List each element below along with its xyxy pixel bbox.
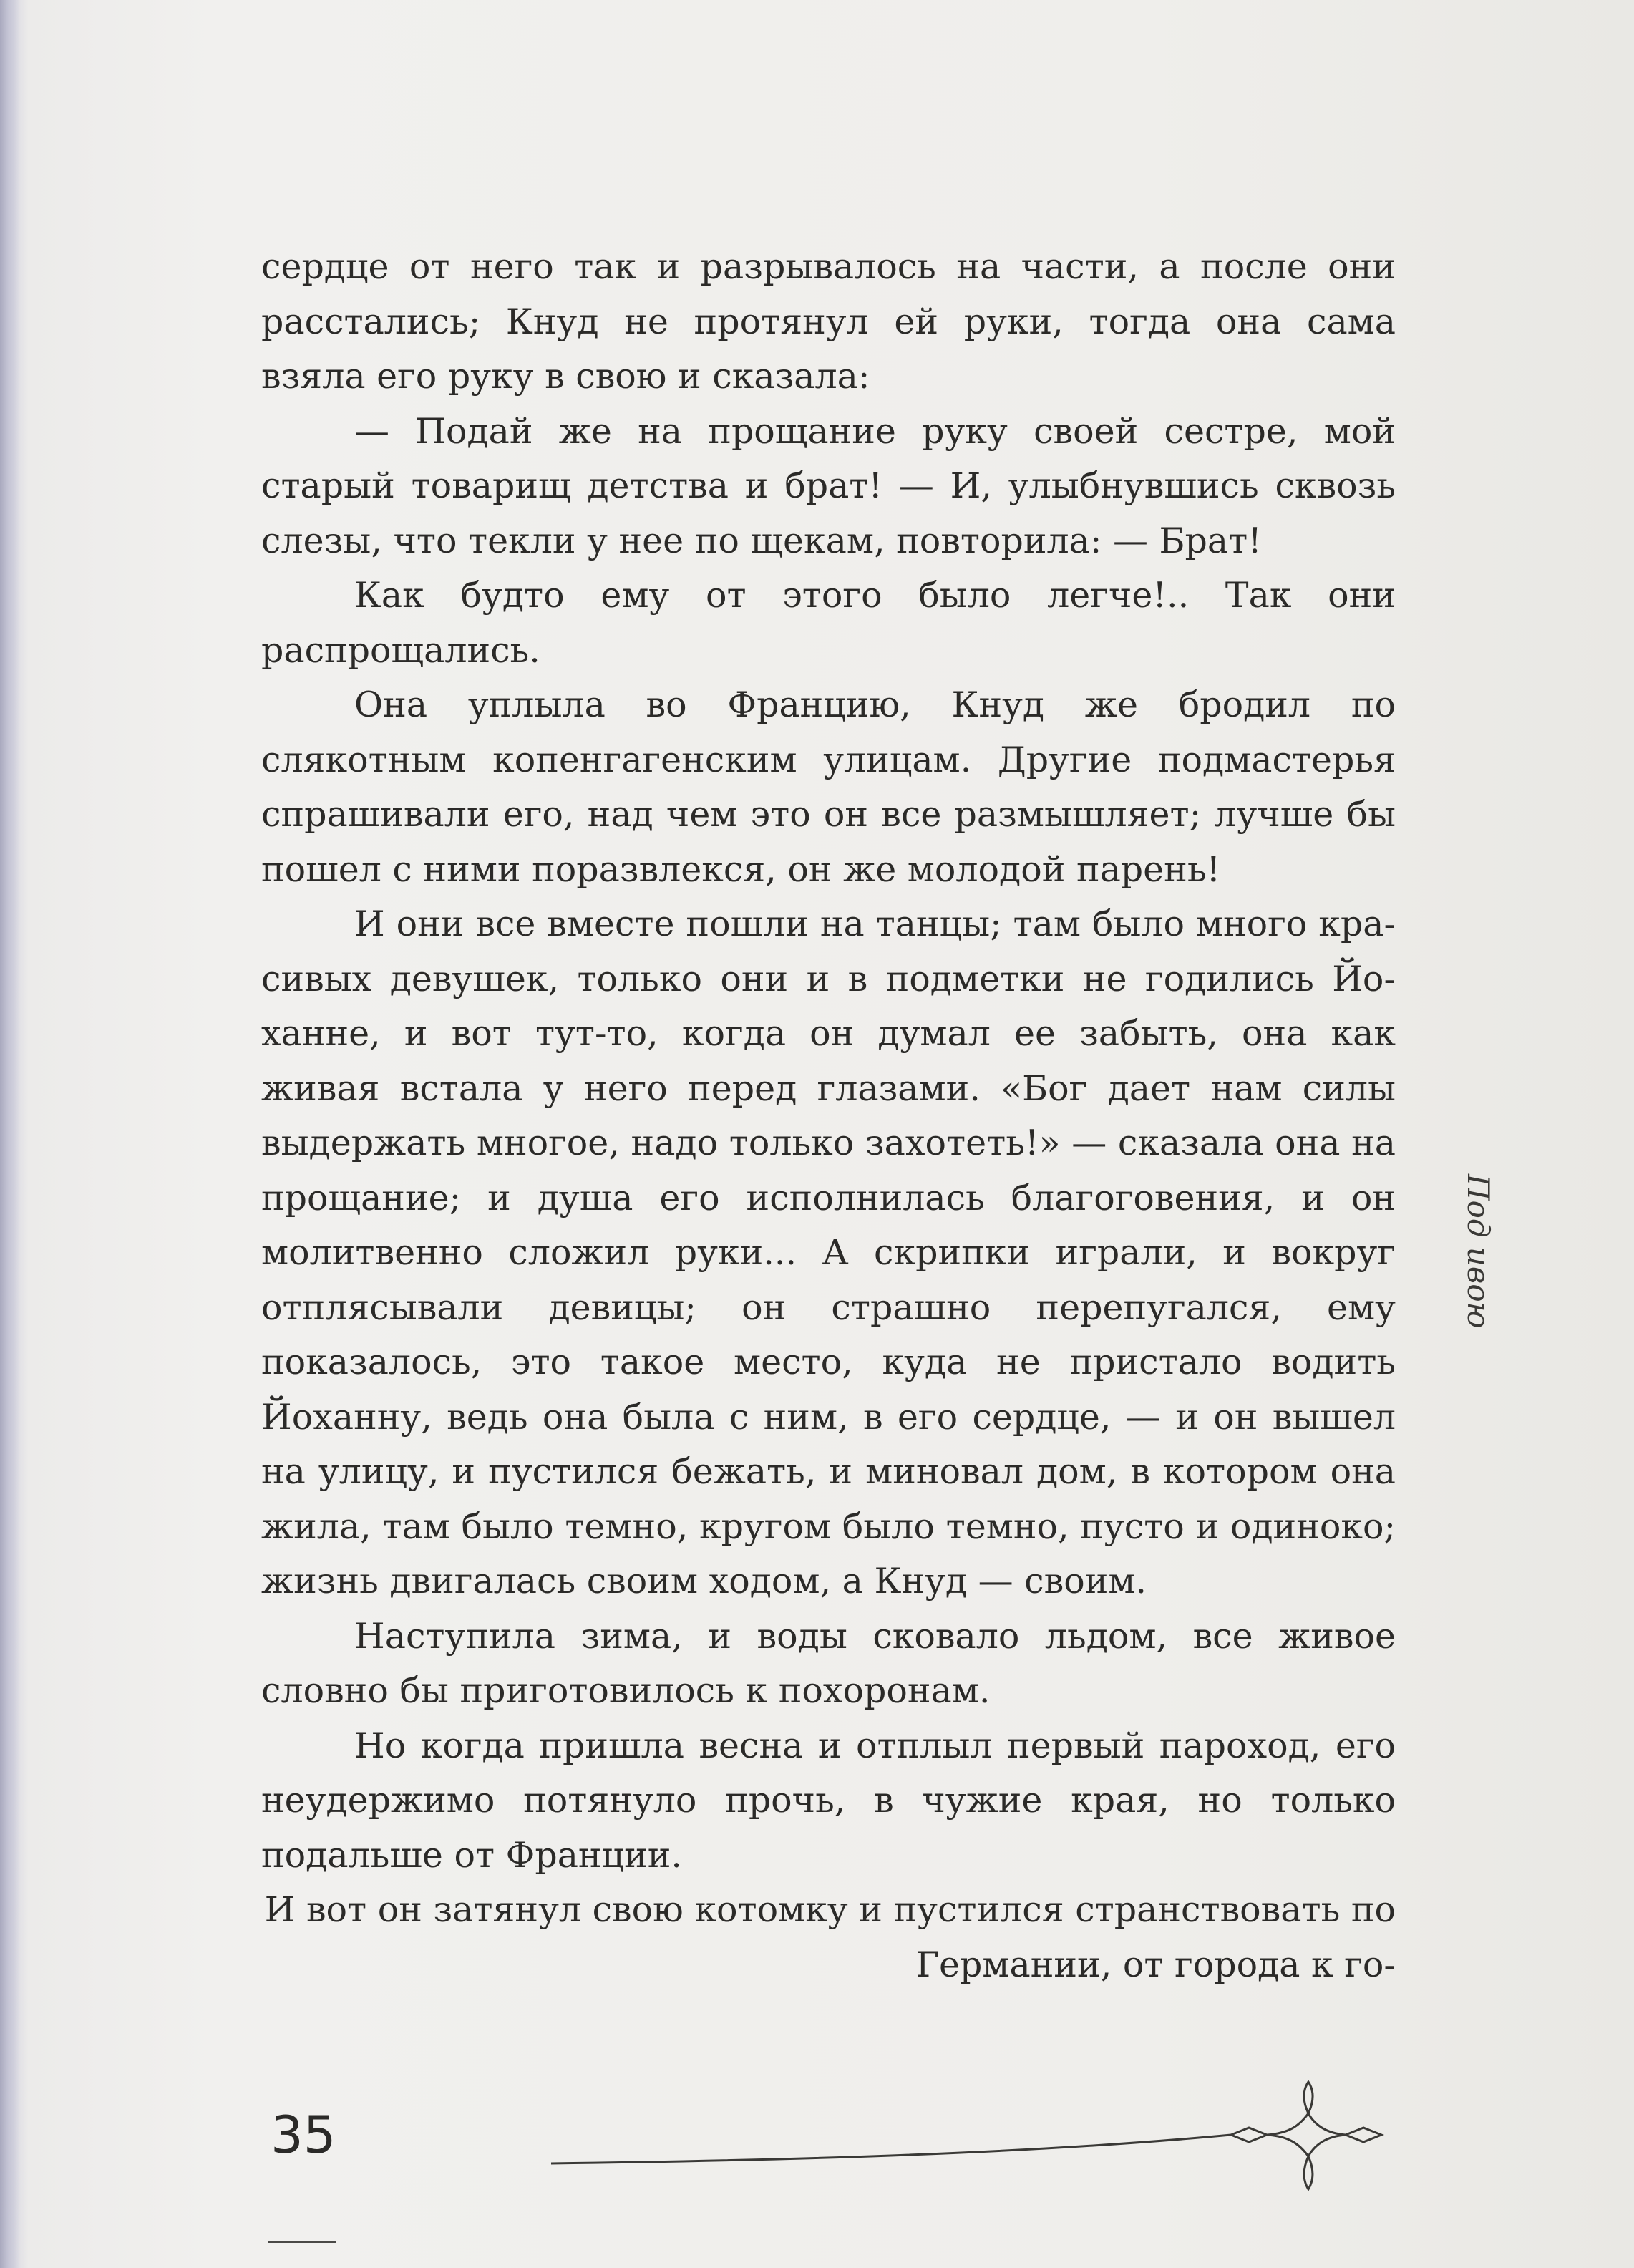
paragraph-7: Но когда пришла весна и отплыл первый пароход, его неудержимо потянуло прочь, в чужие края, но только подальше от Франции.	[261, 1725, 1396, 1876]
paragraph-1: сердце от него так и разрывалось на части, а после они расстались; Кнуд не протянул ей руки, тогда она сама взяла его руку в свою и сказала:	[261, 246, 1396, 397]
body-text	[261, 240, 1396, 1992]
paragraph-3: Как будто ему от этого было легче!.. Так они распрощались.	[261, 575, 1396, 671]
running-head: Под ивою	[1461, 1174, 1496, 1329]
paragraph-2: — Подай же на прощание руку своей сестре, мой старый товарищ детства и брат! — И, улыбнувшись сквозь слезы, что текли у нее по щекам, повторила: — Брат!	[261, 410, 1396, 561]
page-edge-shadow	[0, 0, 20, 2268]
paragraph-8: И вот он затянул свою котомку и пустился странствовать по Германии, от города к го-	[264, 1889, 1396, 1985]
paragraph-6: Наступила зима, и воды сковало льдом, все живое словно бы приготовилось к похоронам.	[261, 1615, 1396, 1711]
paragraph-5: И они все вместе пошли на танцы; там было много красивых девушек, только они и в подметки не годились Йоханне, и вот тут-то, когда он думал ее забыть, она как живая встала у него перед глазами. «Бог дает нам силы выдержать многое, надо только захотеть!» — сказала она на прощание; и душа его исполнилась благоговения, и он молитвенно сложил руки... А скрипки играли, и вокруг отплясывали девицы; он страшно перепугался, ему показалось, это такое место, куда не пристало водить Йоханну, ведь она была с ним, в его сердце, — и он вышел на улицу, и пустился бежать, и миновал дом, в котором она жила, там было темно, кругом было темно, пусто и одиноко; жизнь двигалась своим ходом, а Кнуд — своим.	[261, 903, 1396, 1601]
paragraph-4: Она уплыла во Францию, Кнуд же бродил по слякотным копенгагенским улицам. Другие подмастерья спрашивали его, над чем это он все размышляет; лучше бы пошел с ними поразвлекся, он же молодой парень!	[261, 684, 1396, 890]
page-number: 35	[271, 2105, 336, 2165]
ornament-line-icon	[551, 2069, 1410, 2198]
bottom-rule	[268, 2241, 336, 2243]
